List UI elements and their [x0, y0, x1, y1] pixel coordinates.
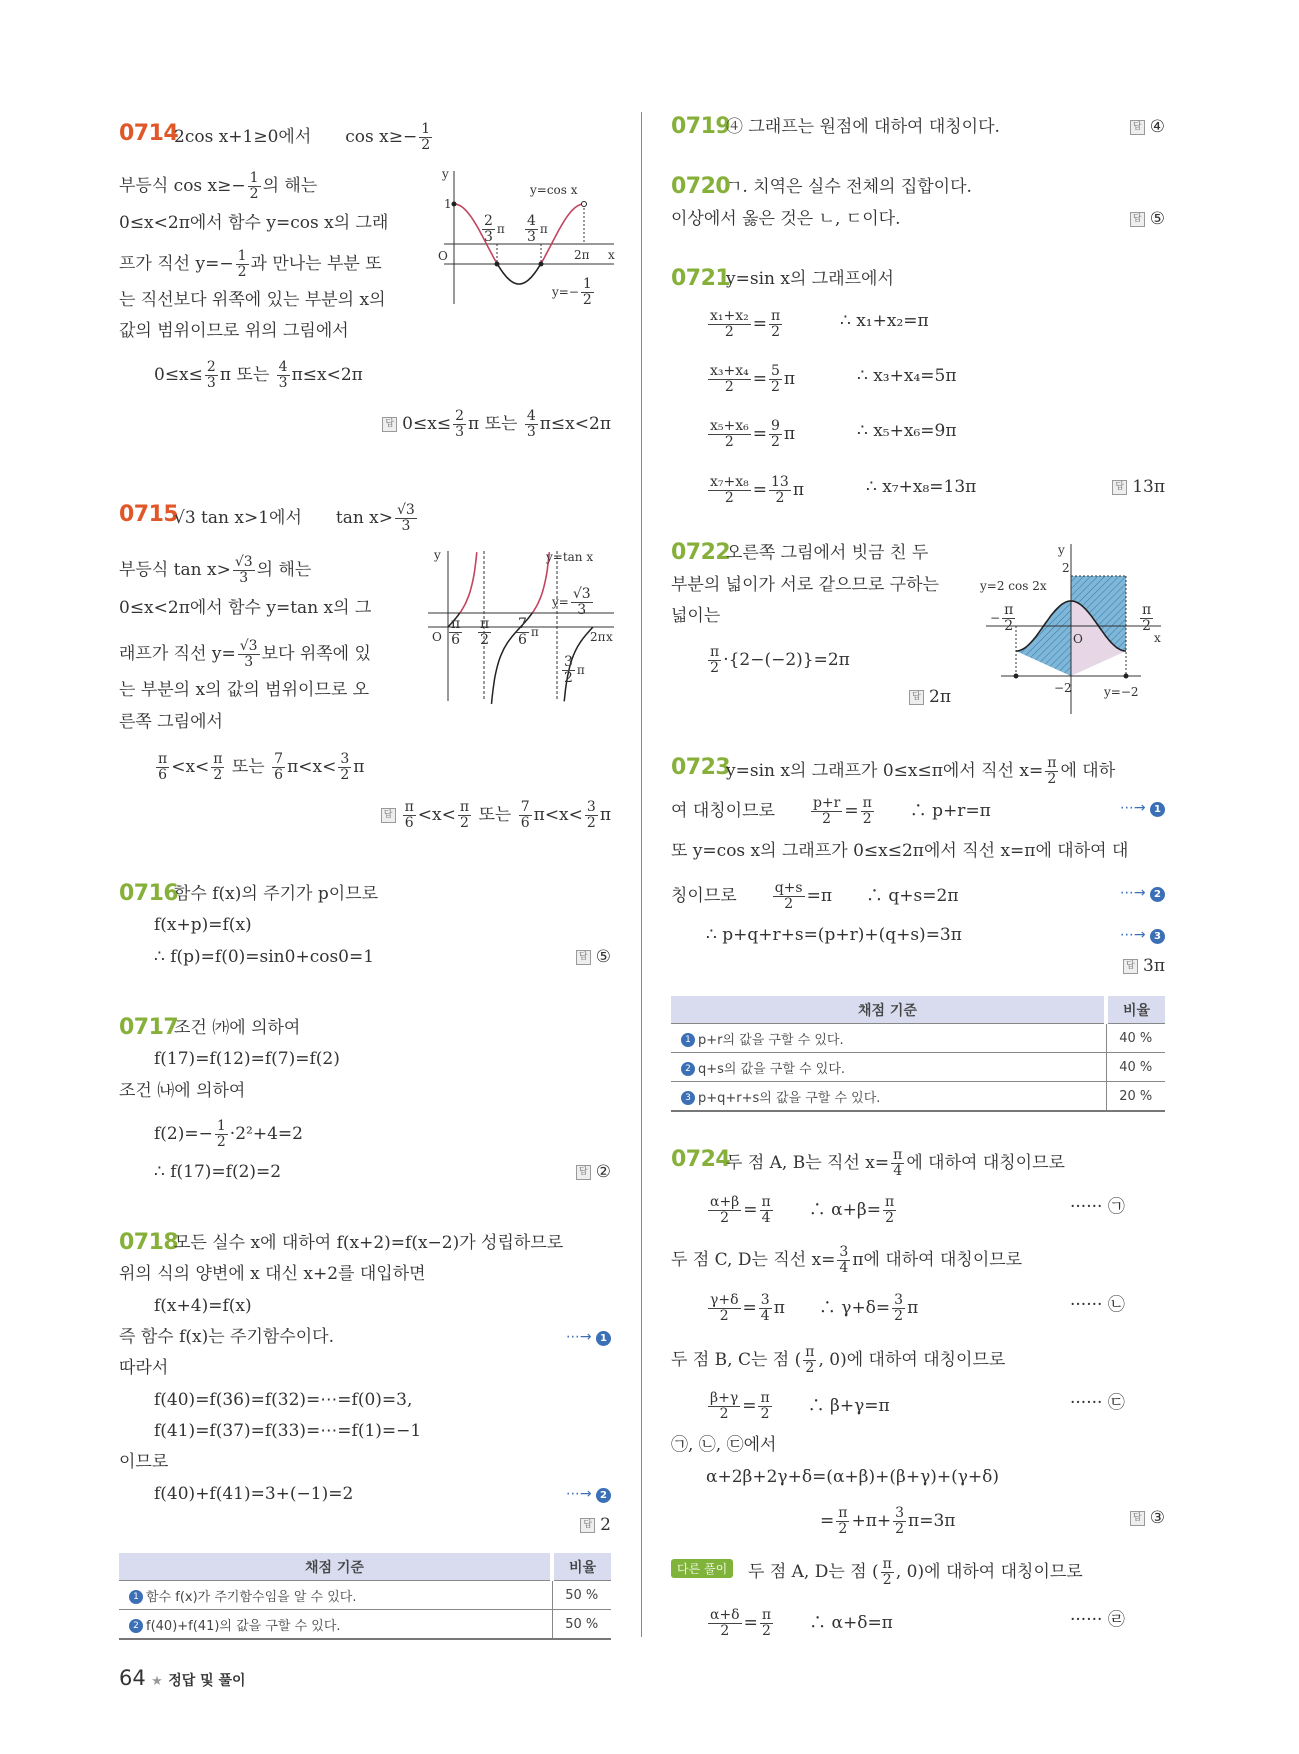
text-line: $\frac{\beta+\gamma}{2}$ = $\frac{\pi}{2}$ ∴ β+γ=π — [710, 1390, 890, 1422]
text-line: ∴ x₇+x₈=13π — [866, 477, 977, 497]
answer-icon: 답 — [1130, 1511, 1145, 1526]
text-line: 넓이는 — [671, 606, 721, 626]
scoring-table-0723 — [671, 996, 1165, 1112]
tick-7pi-6: $\frac{7}{6}$ π — [518, 616, 539, 648]
origin-label: O — [438, 249, 448, 263]
text-line: ∴ f(17)=f(2)=2 — [154, 1162, 282, 1182]
answer-0717 — [576, 1160, 611, 1184]
problem-number-0722: 0722 — [671, 540, 731, 565]
line-label: y=−2 — [1104, 685, 1139, 699]
page-number: 64 — [119, 1666, 146, 1690]
axis-label-x: x — [1154, 631, 1161, 645]
hatched-left-region — [1016, 601, 1071, 676]
table-header: 비율 — [552, 1553, 611, 1581]
answer-0716 — [576, 945, 611, 969]
step-marker-2: ⋯→ 2 — [1120, 885, 1165, 902]
text-line: f(41)=f(37)=f(33)=⋯=f(1)=−1 — [154, 1421, 422, 1441]
tick-pi-2: $\frac{\pi}{2}$ — [1142, 602, 1152, 634]
text-line: f(2)=− $\frac{1}{2}$ ·2²+4=2 — [154, 1118, 303, 1150]
text-line: $\frac{\text{x₇+x₈}}{2}$ = $\frac{13}{2}$ π — [710, 474, 805, 506]
answer-icon: 답 — [1130, 120, 1145, 135]
equation-tag: ······ ㉠ — [1070, 1197, 1125, 1217]
text-line: 모든 실수 x에 대하여 f(x+2)=f(x−2)가 성립하므로 — [174, 1233, 564, 1253]
tan-curve-above — [460, 552, 549, 612]
answer-0714 — [382, 409, 611, 440]
point — [1124, 674, 1129, 679]
text-line: 즉 함수 f(x)는 주기함수이다. — [119, 1327, 334, 1347]
text-line: $\frac{\gamma+\delta}{2}$ = $\frac{3}{4}$ π ∴ γ+δ= $\frac{3}{2}$ π — [710, 1292, 919, 1324]
table-row — [119, 1581, 611, 1610]
axis-label-y: y — [442, 167, 449, 181]
problem-number-0724: 0724 — [671, 1147, 731, 1172]
criterion: f(40)+f(41)의 값을 구할 수 있다. — [146, 1618, 341, 1634]
text-line: ∴ p+q+r+s=(p+r)+(q+s)=3π — [706, 925, 962, 945]
step-number: 1 — [681, 1033, 695, 1047]
text-line: 이상에서 옳은 것은 ㄴ, ㄷ이다. — [671, 209, 901, 229]
percent: 50 % — [552, 1610, 611, 1640]
step-number: 3 — [681, 1091, 695, 1105]
text-line: 여 대칭이므로 $\frac{p+r}{2}$ = $\frac{\pi}{2}$ ∴ p+r=π — [671, 795, 991, 827]
answer-text: ③ — [1149, 1508, 1165, 1528]
text-line: 0≤x≤ $\frac{2}{3}$ π 또는 $\frac{4}{3}$ π≤x<2π — [154, 359, 363, 391]
problem-number-0720: 0720 — [671, 174, 731, 199]
text-line: 부등식 cos x≥− $\frac{1}{2}$ 의 해는 — [119, 170, 318, 202]
criterion: 함수 f(x)가 주기함수임을 알 수 있다. — [146, 1589, 357, 1605]
table-row — [119, 1610, 611, 1640]
equation-tag: ······ ㉢ — [1070, 1393, 1125, 1413]
text-line: ④ 그래프는 원점에 대하여 대칭이다. — [726, 117, 1000, 137]
tick-pi-2: $\frac{\pi}{2}$ — [480, 616, 490, 648]
page-footer — [119, 1666, 246, 1690]
problem-number-0718: 0718 — [119, 1230, 179, 1255]
text-line: ㄱ. 치역은 실수 전체의 집합이다. — [726, 177, 972, 197]
text-line: $\frac{\pi}{2}$ ·{2−(−2)}=2π — [710, 644, 850, 676]
line-label: y=− $\frac{1}{2}$ — [552, 276, 592, 308]
answer-text: ⑤ — [1149, 209, 1165, 229]
answer-0722 — [909, 685, 951, 709]
axis-label-x: x — [608, 248, 615, 262]
text-line: 래프가 직선 y= $\frac{√3}{3}$ 보다 위쪽에 있 — [119, 638, 371, 670]
text-line: 두 점 A, B는 직선 x= $\frac{\pi}{4}$ 에 대하여 대칭이므로 — [726, 1147, 1065, 1179]
text-line: 는 부분의 x의 값의 범위이므로 오 — [119, 680, 370, 700]
problem-number-0715: 0715 — [119, 502, 179, 527]
curve-label: y=cos x — [530, 183, 578, 197]
answer-0715 — [381, 800, 611, 831]
axis-label-x: x — [606, 630, 613, 644]
tick-3pi-2: $\frac{3}{2}$ π — [564, 654, 585, 686]
percent: 20 % — [1106, 1082, 1165, 1112]
text-line: 함수 f(x)의 주기가 p이므로 — [174, 884, 379, 904]
step-marker-2: ⋯→ 2 — [566, 1486, 611, 1503]
text-line: 칭이므로 $\frac{q+s}{2}$ =π ∴ q+s=2π — [671, 880, 959, 912]
text-line: 값의 범위이므로 위의 그림에서 — [119, 321, 349, 341]
text-line: 부등식 tan x> $\frac{√3}{3}$ 의 해는 — [119, 554, 312, 586]
answer-0720 — [1130, 207, 1165, 231]
tick-2pi-3: $\frac{2}{3}$ π — [484, 213, 505, 245]
origin-label: O — [1073, 632, 1083, 646]
scoring-table-0718 — [119, 1553, 611, 1640]
table-row — [671, 1024, 1165, 1053]
answer-icon: 답 — [1123, 959, 1138, 974]
origin-label: O — [432, 630, 442, 644]
answer-0718 — [580, 1513, 611, 1537]
curve-label: y=2 cos 2x — [980, 579, 1047, 593]
text-line: 는 직선보다 위쪽에 있는 부분의 x의 — [119, 290, 386, 310]
tick-4pi-3: $\frac{4}{3}$ π — [527, 213, 548, 245]
curve-below — [497, 264, 540, 284]
table-header: 채점 기준 — [119, 1553, 552, 1581]
answer-icon: 답 — [576, 950, 591, 965]
problem-number-0717: 0717 — [119, 1015, 179, 1040]
text-line: 두 점 A, D는 점 ( $\frac{\pi}{2}$ , 0)에 대하여 대칭이므로 — [748, 1556, 1083, 1588]
answer-icon: 답 — [381, 808, 396, 823]
problem-0714-head: 2cos x+1≥0에서 cos x≥− $\frac{1}{2}$ — [174, 121, 431, 153]
text-line: $\frac{\text{x₃+x₄}}{2}$ = $\frac{5}{2}$ π — [710, 363, 796, 395]
step-marker-1: ⋯→ 1 — [566, 1329, 611, 1346]
text-line: y=sin x의 그래프가 0≤x≤π에서 직선 x= $\frac{\pi}{2}$ 에 대하 — [726, 755, 1116, 787]
text-line: y=sin x의 그래프에서 — [726, 269, 894, 289]
answer-0724 — [1130, 1506, 1165, 1530]
text-line: 부분의 넓이가 서로 같으므로 구하는 — [671, 575, 939, 595]
text-line: f(40)=f(36)=f(32)=⋯=f(0)=3, — [154, 1390, 413, 1410]
text-line: 이므로 — [119, 1452, 169, 1472]
criterion: p+r의 값을 구할 수 있다. — [698, 1032, 844, 1048]
tick-2pi: 2π — [574, 248, 590, 262]
step-marker-3: ⋯→ 3 — [1120, 927, 1165, 944]
step-number: 1 — [596, 1331, 611, 1346]
curve-label: y=tan x — [546, 550, 594, 564]
step-number: 1 — [129, 1590, 143, 1604]
equation-tag: ······ ㉡ — [1070, 1295, 1125, 1315]
axis-label-y: y — [1058, 543, 1065, 557]
text-line: ㉠, ㉡, ㉢에서 — [671, 1435, 777, 1455]
table-row — [671, 1053, 1165, 1082]
text-line: ∴ f(p)=f(0)=sin0+cos0=1 — [154, 947, 375, 967]
step-number: 2 — [681, 1062, 695, 1076]
equation-tag: ······ ㉣ — [1070, 1610, 1125, 1630]
text-line: f(17)=f(12)=f(7)=f(2) — [154, 1049, 340, 1069]
answer-text: ② — [595, 1162, 611, 1182]
answer-text: 2 — [600, 1515, 611, 1535]
answer-icon: 답 — [576, 1165, 591, 1180]
text-line: α+2β+2γ+δ=(α+β)+(β+γ)+(γ+δ) — [706, 1467, 1000, 1487]
answer-icon: 답 — [909, 690, 924, 705]
text-line: f(x+4)=f(x) — [154, 1296, 252, 1316]
answer-text: 0≤x≤ $\frac{2}{3}$ π 또는 $\frac{4}{3}$ π≤x<2π — [402, 408, 611, 440]
text-line: 0≤x<2π에서 함수 y=cos x의 그래 — [119, 213, 389, 233]
text-line: ∴ x₅+x₆=9π — [857, 421, 957, 441]
answer-icon: 답 — [382, 417, 397, 432]
answer-0721 — [1112, 475, 1165, 499]
problem-number-0716: 0716 — [119, 881, 179, 906]
text-line: ∴ x₃+x₄=5π — [857, 366, 957, 386]
step-number: 3 — [1150, 929, 1165, 944]
criterion: q+s의 값을 구할 수 있다. — [698, 1061, 846, 1077]
text-line: $\frac{\pi}{6}$ <x< $\frac{\pi}{2}$ 또는 $\frac{7}{6}$ π<x< $\frac{3}{2}$ π — [158, 751, 365, 783]
answer-text: 2π — [929, 687, 951, 707]
answer-0719 — [1130, 115, 1165, 139]
text-line: 따라서 — [119, 1358, 169, 1378]
answer-text: $\frac{\pi}{6}$ <x< $\frac{\pi}{2}$ 또는 $\frac{7}{6}$ π<x< $\frac{3}{2}$ π — [404, 799, 611, 831]
text-line: 오른쪽 그림에서 빗금 친 두 — [726, 543, 929, 563]
tick-2pi: 2π — [590, 630, 606, 644]
answer-icon: 답 — [1130, 212, 1145, 227]
text-line: $\frac{\text{x₁+x₂}}{2}$ = $\frac{\pi}{2}$ — [710, 308, 781, 340]
percent: 40 % — [1106, 1024, 1165, 1053]
tick-neg-pi-2: − $\frac{\pi}{2}$ — [990, 602, 1014, 634]
text-line: 조건 ㈎에 의하여 — [174, 1018, 301, 1038]
tick-pi-6: $\frac{\pi}{6}$ — [451, 616, 461, 648]
problem-number-0714: 0714 — [119, 121, 179, 146]
tick-2: 2 — [1062, 561, 1070, 575]
answer-text: ⑤ — [595, 947, 611, 967]
text-line: = $\frac{\pi}{2}$ +π+ $\frac{3}{2}$ π=3π — [820, 1505, 956, 1537]
answer-icon: 답 — [1112, 480, 1127, 495]
text-line: 조건 ㈏에 의하여 — [119, 1081, 246, 1101]
answer-text: 3π — [1143, 956, 1165, 976]
answer-icon: 답 — [580, 1518, 595, 1533]
line-label: y= $\frac{√3}{3}$ — [552, 586, 591, 618]
text-line: $\frac{\text{x₅+x₆}}{2}$ = $\frac{9}{2}$ π — [710, 418, 796, 450]
problem-0715-head: √3 tan x>1에서 tan x> $\frac{√3}{3}$ — [174, 502, 415, 534]
point — [1014, 674, 1019, 679]
axis-label-y: y — [434, 549, 441, 562]
point — [452, 202, 457, 207]
table-row — [671, 1082, 1165, 1112]
answer-text: 13π — [1132, 477, 1165, 497]
answer-0723 — [1123, 954, 1165, 978]
problem-number-0723: 0723 — [671, 755, 731, 780]
tick-1: 1 — [444, 197, 452, 211]
alt-solution-badge: 다른 풀이 — [671, 1559, 733, 1578]
text-line: $\frac{\alpha+\delta}{2}$ = $\frac{\pi}{2}$ ∴ α+δ=π — [710, 1607, 893, 1639]
text-line: 두 점 B, C는 점 ( $\frac{\pi}{2}$ , 0)에 대하여 대칭이므로 — [671, 1344, 1006, 1376]
footer-label: 정답 및 풀이 — [168, 1673, 246, 1689]
text-line: ∴ x₁+x₂=π — [840, 311, 929, 331]
text-line: 프가 직선 y=− $\frac{1}{2}$ 과 만나는 부분 또 — [119, 248, 382, 280]
point — [539, 262, 544, 267]
tick-neg2: −2 — [1054, 681, 1072, 695]
step-number: 2 — [129, 1619, 143, 1633]
text-line: 두 점 C, D는 직선 x= $\frac{3}{4}$ π에 대하여 대칭이므로 — [671, 1244, 1023, 1276]
step-marker-1: ⋯→ 1 — [1120, 800, 1165, 817]
text-line: f(x+p)=f(x) — [154, 915, 252, 935]
point — [495, 262, 500, 267]
criterion: p+q+r+s의 값을 구할 수 있다. — [698, 1090, 881, 1106]
text-line: 른쪽 그림에서 — [119, 712, 223, 732]
text-line: 0≤x<2π에서 함수 y=tan x의 그 — [119, 598, 372, 618]
percent: 40 % — [1106, 1053, 1165, 1082]
table-header: 비율 — [1106, 996, 1165, 1024]
percent: 50 % — [552, 1581, 611, 1610]
table-header: 채점 기준 — [671, 996, 1106, 1024]
star-icon: ★ — [151, 1674, 163, 1689]
column-divider — [641, 112, 642, 1637]
text-line: 또 y=cos x의 그래프가 0≤x≤2π에서 직선 x=π에 대하여 대 — [671, 841, 1129, 861]
problem-number-0719: 0719 — [671, 114, 731, 139]
step-number: 2 — [1150, 887, 1165, 902]
text-line: 위의 식의 양변에 x 대신 x+2를 대입하면 — [119, 1264, 426, 1284]
problem-number-0721: 0721 — [671, 266, 731, 291]
text-line: f(40)+f(41)=3+(−1)=2 — [154, 1484, 354, 1504]
text-line: $\frac{\alpha+\beta}{2}$ = $\frac{\pi}{4}$ ∴ α+β= $\frac{\pi}{2}$ — [710, 1194, 895, 1226]
answer-text: ④ — [1149, 117, 1165, 137]
open-point — [582, 202, 587, 207]
step-number: 2 — [596, 1488, 611, 1503]
step-number: 1 — [1150, 802, 1165, 817]
